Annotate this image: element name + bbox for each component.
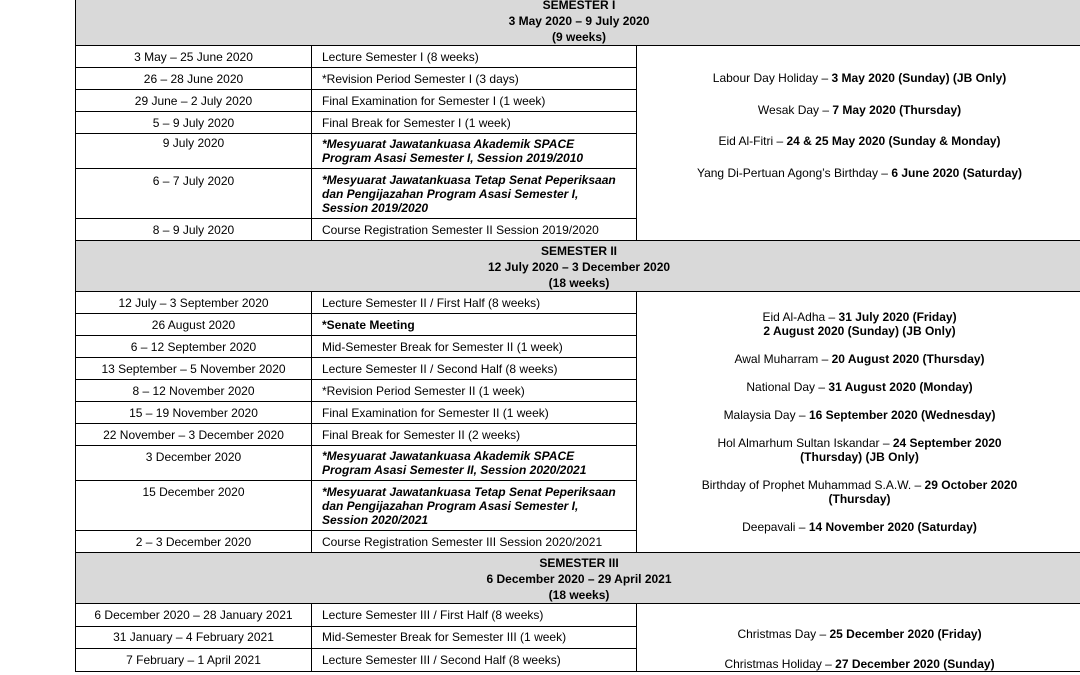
semester-weeks: (18 weeks) [548,276,610,290]
semester-2-header [76,241,1080,292]
row-date: 12 July – 3 September 2020 [76,292,312,314]
row-activity: Final Break for Semester I (1 week) [312,112,637,134]
row-date: 7 February – 1 April 2021 [76,649,312,672]
row-activity: Lecture Semester III / First Half (8 weeks) [312,604,637,627]
row-date: 26 – 28 June 2020 [76,68,312,90]
holiday-item: Malaysia Day – 16 September 2020 (Wednesday) [723,408,996,422]
semester-weeks: (18 weeks) [548,588,610,602]
row-date: 3 May – 25 June 2020 [76,46,312,68]
academic-calendar-page [75,0,1080,672]
row-date: 22 November – 3 December 2020 [76,424,312,446]
row-date: 8 – 12 November 2020 [76,380,312,402]
holiday-item: Labour Day Holiday – 3 May 2020 (Sunday) (JB Only) [712,71,1007,85]
semester-range: 3 May 2020 – 9 July 2020 [508,14,650,28]
holiday-item: Eid Al-Fitri – 24 & 25 May 2020 (Sunday & Monday) [718,134,1001,148]
holiday-item: Yang Di-Pertuan Agong’s Birthday – 6 June 2020 (Saturday) [696,165,1023,180]
holiday-item: Birthday of Prophet Muhammad S.A.W. – 29 October 2020 (Thursday) [701,478,1018,506]
row-activity: Course Registration Semester III Session 2020/2021 [312,531,637,553]
row-date: 8 – 9 July 2020 [76,219,312,241]
table-row [76,604,1080,627]
row-activity: Course Registration Semester II Session 2019/2020 [312,219,637,241]
row-date: 6 December 2020 – 28 January 2021 [76,604,312,627]
row-date: 2 – 3 December 2020 [76,531,312,553]
row-activity: Final Break for Semester II (2 weeks) [312,424,637,446]
row-activity: *Mesyuarat Jawatankuasa Akademik SPACE Program Asasi Semester II, Session 2020/2021 [312,446,637,481]
row-activity: *Senate Meeting [312,314,637,336]
row-activity: *Revision Period Semester I (3 days) [312,68,637,90]
row-date: 5 – 9 July 2020 [76,112,312,134]
holiday-item: Hol Almarhum Sultan Iskandar – 24 September 2020 (Thursday) (JB Only) [717,436,1002,464]
semester-range: 12 July 2020 – 3 December 2020 [487,260,671,274]
semester-title: SEMESTER III [539,556,619,570]
semester-title: SEMESTER I [542,0,616,12]
row-activity: *Mesyuarat Jawatankuasa Tetap Senat Peperiksaan dan Pengijazahan Program Asasi Semester I, Session 2020/2021 [312,481,637,531]
holiday-item: Deepavali – 14 November 2020 (Saturday) [742,520,977,534]
row-date: 6 – 7 July 2020 [76,169,312,219]
row-activity: Lecture Semester II / First Half (8 weeks) [312,292,637,314]
row-date: 15 – 19 November 2020 [76,402,312,424]
holiday-item: Christmas Holiday – 27 December 2020 (Sunday) [724,657,995,671]
holiday-item: Awal Muharram – 20 August 2020 (Thursday) [734,352,985,366]
row-date: 3 December 2020 [76,446,312,481]
semester-3-holidays [637,604,1080,672]
row-date: 29 June – 2 July 2020 [76,90,312,112]
holiday-item: Christmas Day – 25 December 2020 (Friday) [737,627,982,641]
semester-1-holidays [637,46,1080,241]
semester-3-header [76,553,1080,604]
row-activity: *Mesyuarat Jawatankuasa Tetap Senat Peperiksaan dan Pengijazahan Program Asasi Semester I, Session 2019/2020 [312,169,637,219]
row-date: 13 September – 5 November 2020 [76,358,312,380]
row-date: 6 – 12 September 2020 [76,336,312,358]
holiday-item: Eid Al-Adha – 31 July 2020 (Friday) 2 August 2020 (Sunday) (JB Only) [762,310,957,338]
row-activity: Lecture Semester II / Second Half (8 weeks) [312,358,637,380]
row-activity: Lecture Semester I (8 weeks) [312,46,637,68]
row-date: 15 December 2020 [76,481,312,531]
semester-1-header [76,0,1080,46]
holiday-item: Wesak Day – 7 May 2020 (Thursday) [757,102,962,117]
semester-weeks: (9 weeks) [552,30,607,44]
holiday-item: National Day – 31 August 2020 (Monday) [746,380,973,394]
row-activity: *Mesyuarat Jawatankuasa Akademik SPACE Program Asasi Semester I, Session 2019/2010 [312,134,637,169]
table-row [76,46,1080,68]
row-date: 9 July 2020 [76,134,312,169]
semester-2-holidays [637,292,1080,553]
row-date: 26 August 2020 [76,314,312,336]
row-activity: Mid-Semester Break for Semester II (1 week) [312,336,637,358]
row-activity: Final Examination for Semester II (1 week) [312,402,637,424]
row-activity: *Revision Period Semester II (1 week) [312,380,637,402]
semester-range: 6 December 2020 – 29 April 2021 [486,572,672,586]
row-date: 31 January – 4 February 2021 [76,626,312,649]
table-row [76,292,1080,314]
academic-calendar-table [75,0,1080,672]
row-activity: Lecture Semester III / Second Half (8 weeks) [312,649,637,672]
semester-title: SEMESTER II [541,244,618,258]
row-activity: Mid-Semester Break for Semester III (1 week) [312,626,637,649]
row-activity: Final Examination for Semester I (1 week) [312,90,637,112]
